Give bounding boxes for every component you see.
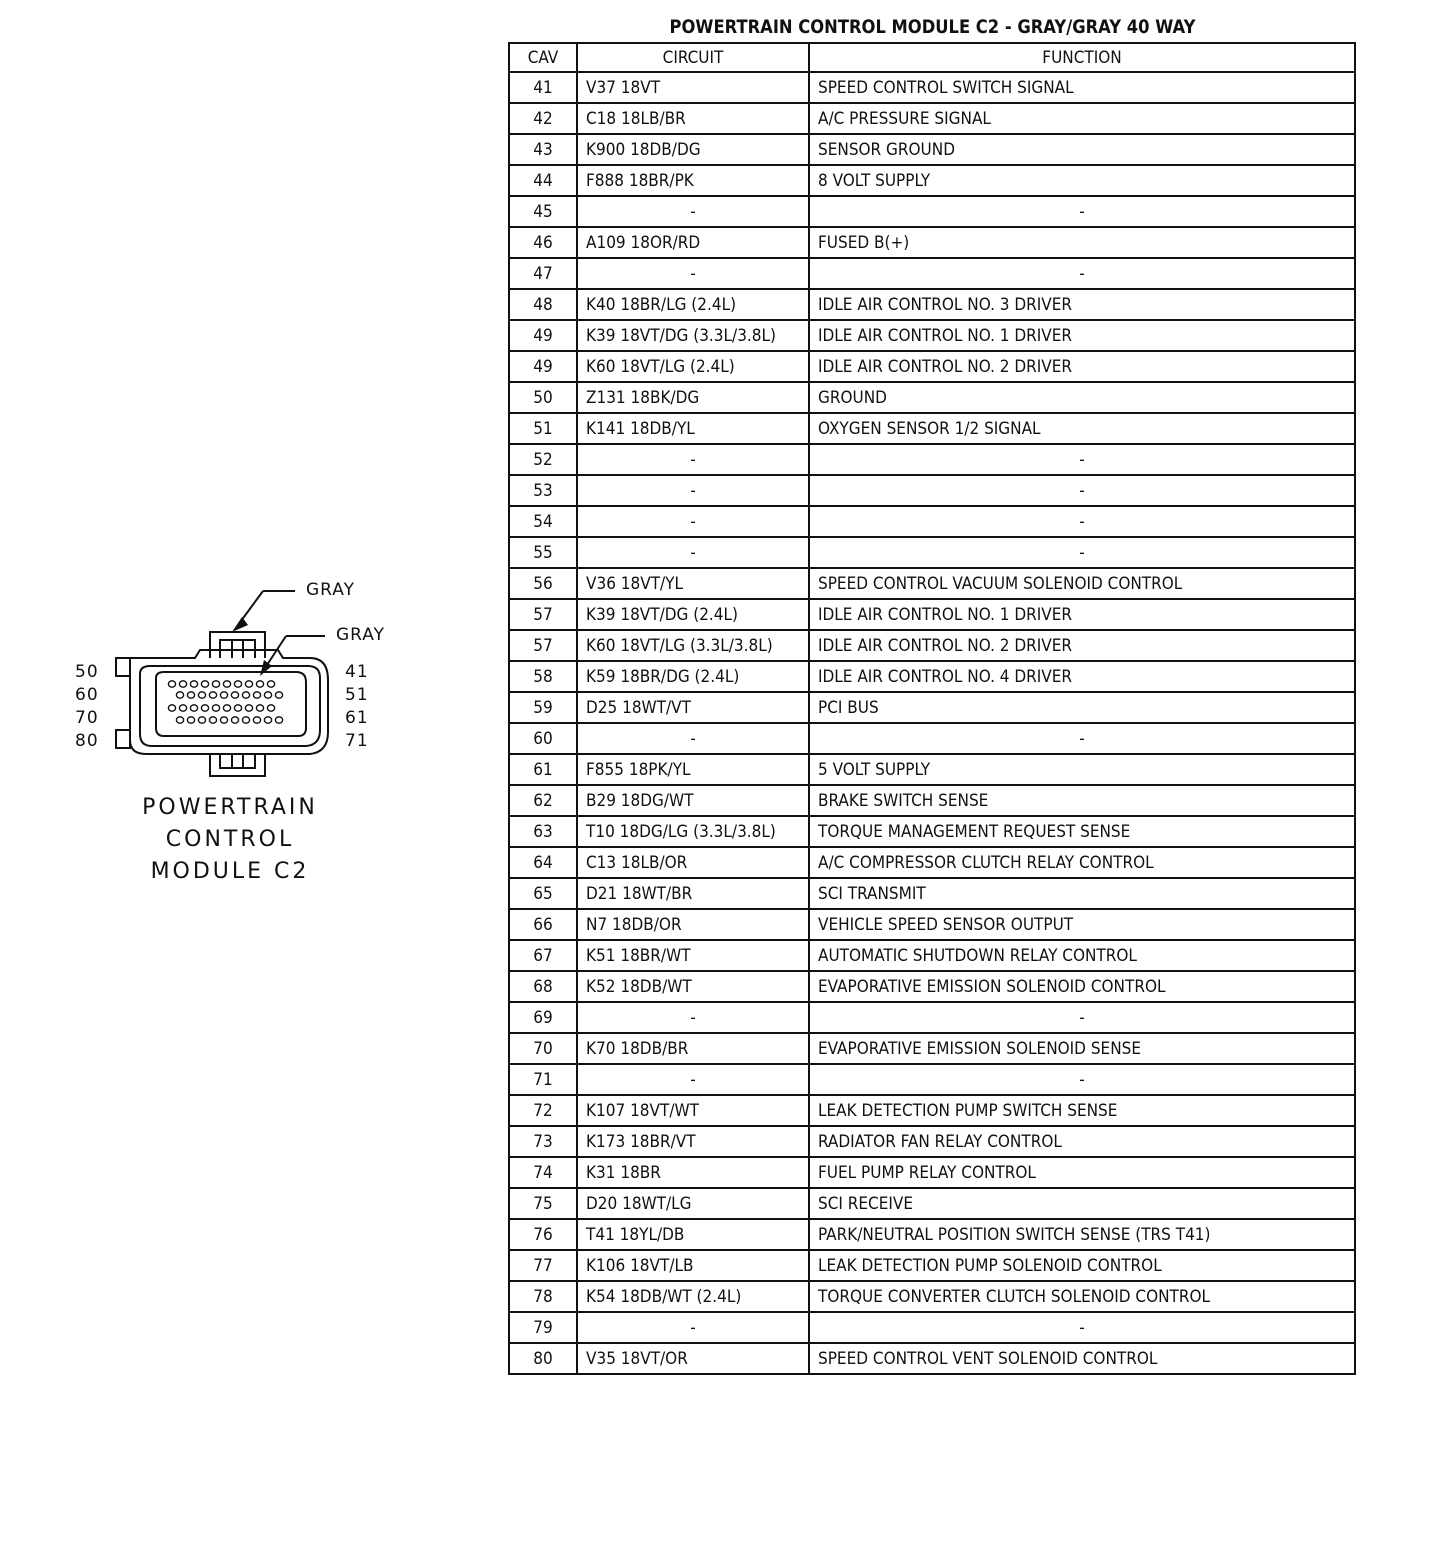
cell-cav: 79	[509, 1312, 577, 1343]
pin-hole	[201, 681, 208, 687]
cell-circuit: K60 18VT/LG (2.4L)	[577, 351, 809, 382]
cell-cav: 44	[509, 165, 577, 196]
cell-function: IDLE AIR CONTROL NO. 3 DRIVER	[809, 289, 1355, 320]
table-row	[509, 1250, 1355, 1281]
table-row	[509, 165, 1355, 196]
table-row	[509, 816, 1355, 847]
cell-circuit: -	[577, 506, 809, 537]
cell-circuit: T41 18YL/DB	[577, 1219, 809, 1250]
cell-function: -	[809, 537, 1355, 568]
table-row	[509, 723, 1355, 754]
pin-hole	[209, 692, 216, 698]
table-row	[509, 630, 1355, 661]
table-row	[509, 878, 1355, 909]
cell-circuit: K173 18BR/VT	[577, 1126, 809, 1157]
cell-cav: 71	[509, 1064, 577, 1095]
connector-caption	[70, 792, 390, 888]
table-row	[509, 537, 1355, 568]
pin-hole	[245, 705, 252, 711]
pin-hole	[234, 705, 241, 711]
arrowhead-top	[232, 617, 248, 632]
cell-circuit: K51 18BR/WT	[577, 940, 809, 971]
pin-hole	[176, 692, 183, 698]
table-row	[509, 661, 1355, 692]
table-row	[509, 196, 1355, 227]
cell-function: TORQUE MANAGEMENT REQUEST SENSE	[809, 816, 1355, 847]
table-row	[509, 754, 1355, 785]
cell-cav: 52	[509, 444, 577, 475]
table-row	[509, 1157, 1355, 1188]
cell-cav: 80	[509, 1343, 577, 1374]
pin-hole	[253, 717, 260, 723]
cell-cav: 49	[509, 320, 577, 351]
pin-hole	[179, 705, 186, 711]
cell-function: SCI RECEIVE	[809, 1188, 1355, 1219]
cell-function: RADIATOR FAN RELAY CONTROL	[809, 1126, 1355, 1157]
table-row	[509, 320, 1355, 351]
cell-circuit: -	[577, 723, 809, 754]
cell-function: SENSOR GROUND	[809, 134, 1355, 165]
cell-cav: 43	[509, 134, 577, 165]
cell-cav: 53	[509, 475, 577, 506]
cell-cav: 74	[509, 1157, 577, 1188]
cell-function: IDLE AIR CONTROL NO. 2 DRIVER	[809, 351, 1355, 382]
cell-function: FUSED B(+)	[809, 227, 1355, 258]
table-row	[509, 971, 1355, 1002]
pin-hole	[212, 681, 219, 687]
cell-circuit: B29 18DG/WT	[577, 785, 809, 816]
cell-circuit: A109 18OR/RD	[577, 227, 809, 258]
table-row	[509, 1033, 1355, 1064]
bottom-latch-inner	[220, 754, 255, 768]
cell-cav: 50	[509, 382, 577, 413]
cell-cav: 76	[509, 1219, 577, 1250]
cell-circuit: Z131 18BK/DG	[577, 382, 809, 413]
cell-function: -	[809, 196, 1355, 227]
cell-circuit: -	[577, 1064, 809, 1095]
table-row	[509, 1126, 1355, 1157]
cell-cav: 49	[509, 351, 577, 382]
cell-function: -	[809, 444, 1355, 475]
table-row	[509, 1064, 1355, 1095]
header-circuit: CIRCUIT	[577, 43, 809, 72]
label-gray-mid: GRAY	[336, 625, 385, 645]
pin-number-80: 80	[75, 731, 99, 751]
cell-circuit: K60 18VT/LG (3.3L/3.8L)	[577, 630, 809, 661]
pin-hole	[234, 681, 241, 687]
cell-function: A/C PRESSURE SIGNAL	[809, 103, 1355, 134]
cell-cav: 77	[509, 1250, 577, 1281]
pin-field	[156, 672, 306, 736]
left-tab-bottom	[116, 730, 130, 748]
pin-number-60: 60	[75, 685, 99, 705]
cell-function: A/C COMPRESSOR CLUTCH RELAY CONTROL	[809, 847, 1355, 878]
pin-hole	[256, 705, 263, 711]
cell-circuit: K39 18VT/DG (3.3L/3.8L)	[577, 320, 809, 351]
cell-circuit: K39 18VT/DG (2.4L)	[577, 599, 809, 630]
table-row	[509, 382, 1355, 413]
header-cav: CAV	[509, 43, 577, 72]
cell-circuit: K52 18DB/WT	[577, 971, 809, 1002]
cell-circuit: K106 18VT/LB	[577, 1250, 809, 1281]
pin-hole	[176, 717, 183, 723]
cell-circuit: K40 18BR/LG (2.4L)	[577, 289, 809, 320]
table-row	[509, 258, 1355, 289]
pin-hole	[220, 692, 227, 698]
cell-cav: 56	[509, 568, 577, 599]
table-row	[509, 475, 1355, 506]
table-row	[509, 785, 1355, 816]
cell-cav: 63	[509, 816, 577, 847]
cell-cav: 57	[509, 599, 577, 630]
header-function: FUNCTION	[809, 43, 1355, 72]
cell-circuit: D20 18WT/LG	[577, 1188, 809, 1219]
cell-function: LEAK DETECTION PUMP SOLENOID CONTROL	[809, 1250, 1355, 1281]
cell-function: EVAPORATIVE EMISSION SOLENOID SENSE	[809, 1033, 1355, 1064]
cell-cav: 58	[509, 661, 577, 692]
cell-function: PARK/NEUTRAL POSITION SWITCH SENSE (TRS T41)	[809, 1219, 1355, 1250]
cell-function: LEAK DETECTION PUMP SWITCH SENSE	[809, 1095, 1355, 1126]
pin-hole	[231, 692, 238, 698]
cell-function: IDLE AIR CONTROL NO. 4 DRIVER	[809, 661, 1355, 692]
pin-hole	[187, 717, 194, 723]
cell-circuit: K141 18DB/YL	[577, 413, 809, 444]
cell-cav: 65	[509, 878, 577, 909]
pinout-table	[508, 42, 1356, 1375]
cell-cav: 64	[509, 847, 577, 878]
caption-line-3: MODULE C2	[150, 859, 310, 884]
cell-circuit: K31 18BR	[577, 1157, 809, 1188]
cell-cav: 62	[509, 785, 577, 816]
bottom-latch	[210, 754, 265, 776]
cell-circuit: -	[577, 537, 809, 568]
top-latch	[210, 632, 265, 658]
cell-function: 5 VOLT SUPPLY	[809, 754, 1355, 785]
pin-hole	[198, 717, 205, 723]
cell-function: -	[809, 1064, 1355, 1095]
cell-function: PCI BUS	[809, 692, 1355, 723]
cell-cav: 70	[509, 1033, 577, 1064]
cell-circuit: D25 18WT/VT	[577, 692, 809, 723]
cell-cav: 51	[509, 413, 577, 444]
table-row	[509, 1219, 1355, 1250]
cell-function: -	[809, 723, 1355, 754]
pin-hole	[168, 681, 175, 687]
cell-circuit: -	[577, 475, 809, 506]
table-row	[509, 72, 1355, 103]
cell-circuit: F888 18BR/PK	[577, 165, 809, 196]
cell-function: SPEED CONTROL SWITCH SIGNAL	[809, 72, 1355, 103]
table-row	[509, 599, 1355, 630]
caption-line-2: CONTROL	[165, 827, 295, 852]
cell-cav: 41	[509, 72, 577, 103]
cell-circuit: -	[577, 196, 809, 227]
table-row	[509, 1188, 1355, 1219]
cell-cav: 57	[509, 630, 577, 661]
cell-function: BRAKE SWITCH SENSE	[809, 785, 1355, 816]
table-row	[509, 351, 1355, 382]
cell-cav: 68	[509, 971, 577, 1002]
cell-cav: 47	[509, 258, 577, 289]
left-tab-top	[116, 658, 130, 676]
table-row	[509, 444, 1355, 475]
cell-circuit: C13 18LB/OR	[577, 847, 809, 878]
cell-cav: 66	[509, 909, 577, 940]
table-row	[509, 134, 1355, 165]
cell-cav: 61	[509, 754, 577, 785]
cell-function: AUTOMATIC SHUTDOWN RELAY CONTROL	[809, 940, 1355, 971]
cell-circuit: -	[577, 1312, 809, 1343]
pin-number-51: 51	[345, 685, 369, 705]
cell-function: SCI TRANSMIT	[809, 878, 1355, 909]
pin-number-71: 71	[345, 731, 369, 751]
pin-number-70: 70	[75, 708, 99, 728]
table-header-row	[509, 43, 1355, 72]
cell-function: OXYGEN SENSOR 1/2 SIGNAL	[809, 413, 1355, 444]
table-row	[509, 847, 1355, 878]
cell-cav: 69	[509, 1002, 577, 1033]
cell-function: -	[809, 258, 1355, 289]
pin-holes	[168, 681, 282, 723]
pin-hole	[190, 705, 197, 711]
cell-circuit: K900 18DB/DG	[577, 134, 809, 165]
cell-cav: 75	[509, 1188, 577, 1219]
cell-circuit: -	[577, 444, 809, 475]
cell-circuit: K54 18DB/WT (2.4L)	[577, 1281, 809, 1312]
pin-hole	[267, 705, 274, 711]
table-row	[509, 692, 1355, 723]
cell-circuit: V37 18VT	[577, 72, 809, 103]
cell-cav: 46	[509, 227, 577, 258]
cell-cav: 54	[509, 506, 577, 537]
table-row	[509, 103, 1355, 134]
cell-cav: 59	[509, 692, 577, 723]
pin-hole	[198, 692, 205, 698]
cell-function: 8 VOLT SUPPLY	[809, 165, 1355, 196]
pin-hole	[223, 681, 230, 687]
pin-hole	[179, 681, 186, 687]
pin-hole	[220, 717, 227, 723]
cell-circuit: D21 18WT/BR	[577, 878, 809, 909]
cell-circuit: C18 18LB/BR	[577, 103, 809, 134]
pin-hole	[231, 717, 238, 723]
pin-hole	[264, 692, 271, 698]
cell-circuit: K70 18DB/BR	[577, 1033, 809, 1064]
pin-hole	[264, 717, 271, 723]
pin-number-61: 61	[345, 708, 369, 728]
cell-function: IDLE AIR CONTROL NO. 2 DRIVER	[809, 630, 1355, 661]
cell-cav: 67	[509, 940, 577, 971]
cell-cav: 48	[509, 289, 577, 320]
cell-function: VEHICLE SPEED SENSOR OUTPUT	[809, 909, 1355, 940]
cell-circuit: N7 18DB/OR	[577, 909, 809, 940]
table-row	[509, 289, 1355, 320]
table-row	[509, 1095, 1355, 1126]
cell-circuit: V36 18VT/YL	[577, 568, 809, 599]
pin-hole	[168, 705, 175, 711]
label-gray-top: GRAY	[306, 580, 355, 600]
cell-cav: 42	[509, 103, 577, 134]
table-row	[509, 1312, 1355, 1343]
cell-circuit: -	[577, 1002, 809, 1033]
pin-hole	[245, 681, 252, 687]
cell-cav: 72	[509, 1095, 577, 1126]
table-row	[509, 1343, 1355, 1374]
table-row	[509, 568, 1355, 599]
pin-hole	[201, 705, 208, 711]
pin-hole	[256, 681, 263, 687]
cell-function: IDLE AIR CONTROL NO. 1 DRIVER	[809, 320, 1355, 351]
cell-cav: 55	[509, 537, 577, 568]
cell-function: FUEL PUMP RELAY CONTROL	[809, 1157, 1355, 1188]
cell-circuit: T10 18DG/LG (3.3L/3.8L)	[577, 816, 809, 847]
table-row	[509, 1281, 1355, 1312]
table-row	[509, 909, 1355, 940]
page-title: POWERTRAIN CONTROL MODULE C2 - GRAY/GRAY 40 WAY	[669, 16, 1196, 38]
pin-hole	[275, 692, 282, 698]
cell-function: -	[809, 1312, 1355, 1343]
cell-function: GROUND	[809, 382, 1355, 413]
cell-function: -	[809, 1002, 1355, 1033]
cell-circuit: -	[577, 258, 809, 289]
cell-function: TORQUE CONVERTER CLUTCH SOLENOID CONTROL	[809, 1281, 1355, 1312]
cell-cav: 60	[509, 723, 577, 754]
cell-function: SPEED CONTROL VENT SOLENOID CONTROL	[809, 1343, 1355, 1374]
pin-hole	[212, 705, 219, 711]
pin-number-41: 41	[345, 662, 369, 682]
table-row	[509, 940, 1355, 971]
pin-hole	[223, 705, 230, 711]
pin-hole	[209, 717, 216, 723]
table-row	[509, 227, 1355, 258]
cell-cav: 78	[509, 1281, 577, 1312]
pin-hole	[275, 717, 282, 723]
cell-function: IDLE AIR CONTROL NO. 1 DRIVER	[809, 599, 1355, 630]
cell-circuit: K59 18BR/DG (2.4L)	[577, 661, 809, 692]
cell-cav: 73	[509, 1126, 577, 1157]
table-row	[509, 413, 1355, 444]
cell-function: -	[809, 506, 1355, 537]
cell-function: EVAPORATIVE EMISSION SOLENOID CONTROL	[809, 971, 1355, 1002]
pin-hole	[267, 681, 274, 687]
table-row	[509, 506, 1355, 537]
table-row	[509, 1002, 1355, 1033]
caption-line-1: POWERTRAIN	[142, 795, 318, 820]
cell-circuit: F855 18PK/YL	[577, 754, 809, 785]
pin-hole	[242, 717, 249, 723]
pin-hole	[190, 681, 197, 687]
arrowhead-mid	[260, 660, 272, 676]
pin-hole	[242, 692, 249, 698]
cell-circuit: K107 18VT/WT	[577, 1095, 809, 1126]
pin-hole	[253, 692, 260, 698]
cell-function: -	[809, 475, 1355, 506]
pin-hole	[187, 692, 194, 698]
cell-function: SPEED CONTROL VACUUM SOLENOID CONTROL	[809, 568, 1355, 599]
cell-circuit: V35 18VT/OR	[577, 1343, 809, 1374]
pin-number-50: 50	[75, 662, 99, 682]
cell-cav: 45	[509, 196, 577, 227]
